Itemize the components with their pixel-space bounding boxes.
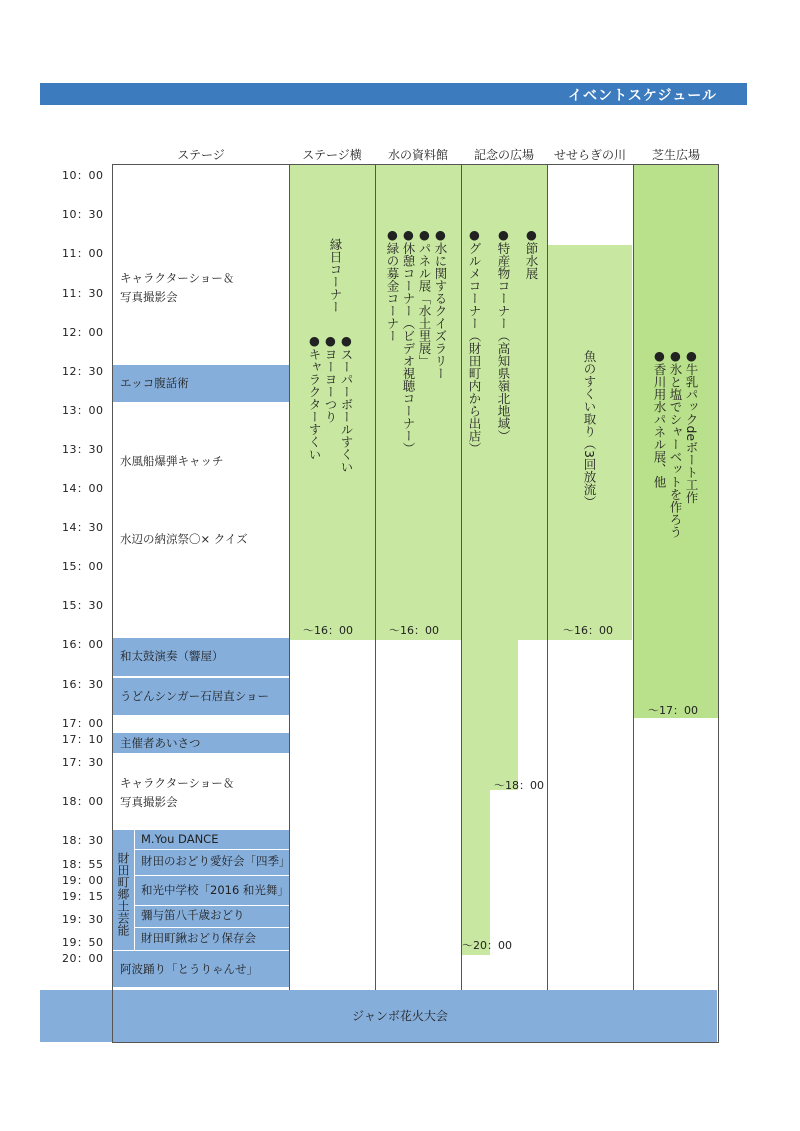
time-label: 19：15 xyxy=(62,890,104,903)
stage-event-character-show: キャラクターショー＆ 写真撮影会 xyxy=(120,271,235,304)
stage-event-dance: M.You DANCE xyxy=(141,832,219,846)
lawn-until: ～17：00 xyxy=(648,704,698,717)
plaza-water-saving: ●節水展 xyxy=(524,227,539,280)
museum-until: ～16：00 xyxy=(389,624,439,637)
time-label: 18：55 xyxy=(62,858,104,871)
column-header-museum: 水の資料館 xyxy=(387,148,448,162)
time-label: 10：30 xyxy=(62,208,104,221)
stage-event-taiko: 和太鼓演奏（響屋） xyxy=(120,649,224,663)
time-label: 12：30 xyxy=(62,365,104,378)
stage-event-quiz: 水辺の納涼祭〇× クイズ xyxy=(120,532,248,546)
divider xyxy=(135,849,289,850)
stage-side-item: ●ヨーヨーつり xyxy=(323,333,338,423)
stage-event-folk-arts-label: 財田町郷土芸能 xyxy=(116,852,130,936)
time-label: 19：50 xyxy=(62,936,104,949)
lawn-item: ●香川用水パネル展、他 xyxy=(652,348,667,488)
stage-event-kuwa-odori: 財田町鍬おどり保存会 xyxy=(141,931,256,945)
stage-event-shiki: 財田のおどり愛好会「四季」 xyxy=(141,854,291,868)
lawn-item: ●氷と塩でシャーベットを作ろう xyxy=(668,348,683,538)
time-label: 13：30 xyxy=(62,443,104,456)
time-label: 19：30 xyxy=(62,913,104,926)
stage-event-greeting: 主催者あいさつ xyxy=(120,736,201,750)
divider xyxy=(135,927,289,928)
time-label: 13：00 xyxy=(62,404,104,417)
time-label: 14：00 xyxy=(62,482,104,495)
grid-line xyxy=(112,164,113,1042)
stage-event-awa-odori: 阿波踊り「とうりゃんせ」 xyxy=(120,962,258,976)
museum-item: ●緑の募金コーナー xyxy=(385,227,400,342)
title-banner xyxy=(40,83,747,105)
column-header-stage-side: ステージ横 xyxy=(302,148,362,162)
finale-fireworks: ジャンボ花火大会 xyxy=(352,1009,448,1023)
plaza-gourmet-until: ～20：00 xyxy=(462,939,512,952)
stage-side-item: ●スーパーボールすくい xyxy=(339,333,354,473)
column-header-lawn: 芝生広場 xyxy=(651,148,700,162)
river-fish-catching: 魚のすくい取り（3回放流） xyxy=(582,350,597,508)
stage-event-wako: 和光中学校「2016 和光舞」 xyxy=(141,883,289,897)
time-label: 17：10 xyxy=(62,733,104,746)
time-label: 17：00 xyxy=(62,717,104,730)
time-label: 17：30 xyxy=(62,756,104,769)
time-label: 18：00 xyxy=(62,795,104,808)
time-label: 19：00 xyxy=(62,874,104,887)
divider xyxy=(113,950,289,951)
stage-event-ventriloquism: エッコ腹話術 xyxy=(120,376,189,390)
stage-event-yasaburo: 彌与笛八千歳おどり xyxy=(141,908,245,922)
time-label: 14：30 xyxy=(62,521,104,534)
column-header-river: せせらぎの川 xyxy=(553,148,626,162)
column-header-plaza: 記念の広場 xyxy=(473,148,534,162)
divider xyxy=(135,875,289,876)
grid-line xyxy=(375,164,376,990)
grid-line xyxy=(112,1042,719,1043)
grid-line xyxy=(633,164,634,990)
stage-event-udon-singer: うどんシンガー石居直ショー xyxy=(120,689,269,703)
time-label: 10：00 xyxy=(62,169,104,182)
time-label: 11：00 xyxy=(62,247,104,260)
time-label: 20：00 xyxy=(62,952,104,965)
time-label: 18：30 xyxy=(62,834,104,847)
lawn-item: ●牛乳パックdeボート工作 xyxy=(684,348,699,504)
plaza-specialty: ●特産物コーナー（高知県嶺北地域） xyxy=(496,227,511,442)
grid-line xyxy=(461,164,462,990)
museum-item: ●水に関するクイズラリー xyxy=(433,227,448,380)
river-until: ～16：00 xyxy=(563,624,613,637)
museum-item: ●パネル展「水土里展」 xyxy=(417,227,432,367)
time-label: 15：00 xyxy=(62,560,104,573)
stage-event-character-show-2: キャラクターショー＆ 写真撮影会 xyxy=(120,776,235,809)
grid-line xyxy=(547,164,548,990)
plaza-gourmet: ●グルメコーナー（財田町内から出店） xyxy=(467,227,482,455)
museum-item: ●休憩コーナー（ビデオ視聴コーナー） xyxy=(401,227,416,455)
divider xyxy=(134,829,135,950)
stage-side-item: ●キャラクターすくい xyxy=(307,333,322,461)
plaza-specialty-until: ～18：00 xyxy=(494,779,544,792)
time-label: 15：30 xyxy=(62,599,104,612)
stage-side-title: 縁日コーナー xyxy=(328,238,343,313)
time-label: 16：30 xyxy=(62,678,104,691)
stage-side-until: ～16：00 xyxy=(303,624,353,637)
time-label: 16：00 xyxy=(62,638,104,651)
grid-line xyxy=(718,164,719,1042)
time-label: 11：30 xyxy=(62,287,104,300)
stage-event-water-balloon: 水風船爆弾キャッチ xyxy=(120,454,224,468)
time-label: 12：00 xyxy=(62,326,104,339)
grid-line xyxy=(112,164,719,165)
column-header-stage: ステージ xyxy=(177,148,225,162)
page-title: イベントスケジュール xyxy=(567,88,717,104)
